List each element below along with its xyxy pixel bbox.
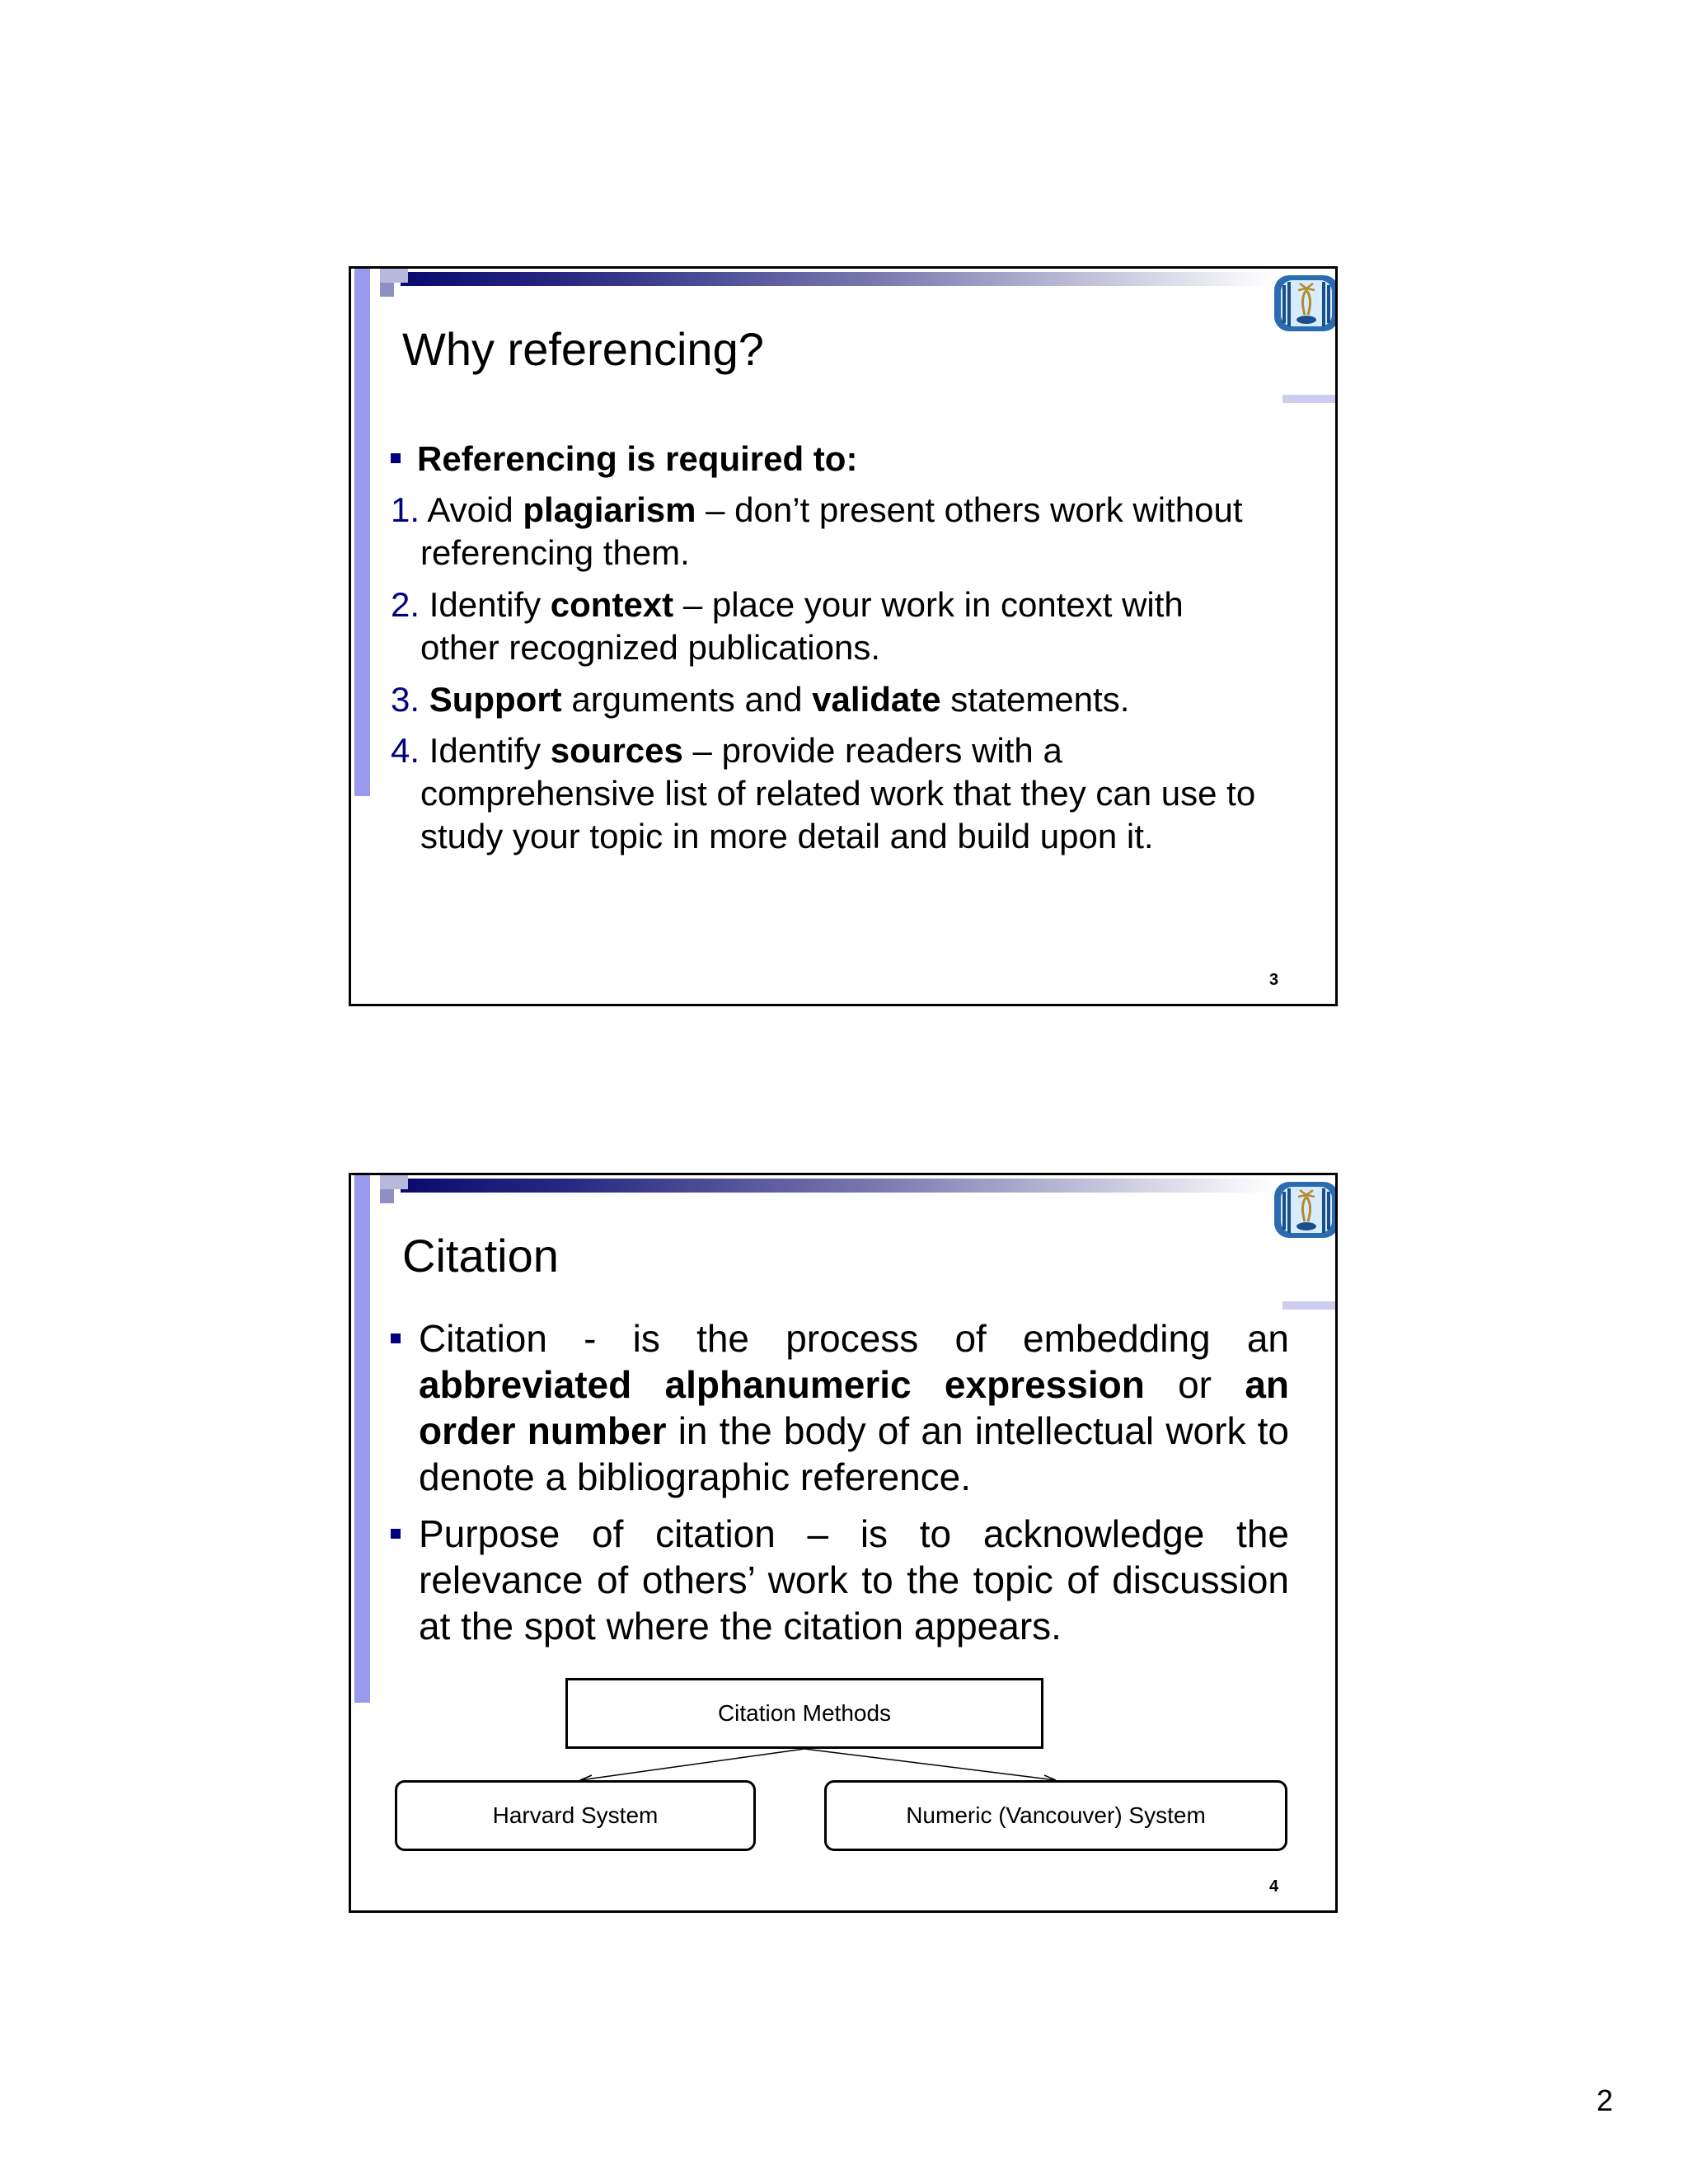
slide-top-gradient-bar [401,272,1274,286]
slide-sidebar-decoration [354,1175,370,1703]
list-item: 4. Identify sources – provide readers with a comprehensive list of related work that they can use to study your topic in more detail and build upon it. [391,731,1256,855]
square-bullet-icon [391,453,401,463]
university-logo-icon [1273,1177,1338,1241]
slide-sidebar-decoration [354,269,370,796]
slide-top-gradient-bar [401,1179,1274,1193]
diagram-root-box [565,1678,1043,1749]
corner-square-decoration [380,1175,408,1189]
lead-bullet [391,438,857,480]
bullet-paragraph: Purpose of citation – is to acknowledge the relevance of others’ work to the topic of discussion at the spot where the citation appears. [391,1511,1289,1649]
bullet-paragraph: Citation - is the process of embedding an abbreviated alphanumeric expression or an order number in the body of an intellectual work to denote a bibliographic reference. [391,1315,1289,1500]
corner-square-decoration [380,283,394,297]
slide-4 [349,1173,1338,1913]
corner-square-decoration [380,269,408,283]
slide-right-dash-decoration [1282,395,1338,403]
lead-text: Referencing is required to: [417,439,858,478]
slide-title: Why referencing? [402,323,764,375]
list-item: 1. Avoid plagiarism – don’t present others work without referencing them. [391,490,1243,572]
diagram-right-box [824,1780,1287,1851]
corner-square-decoration [380,1189,394,1203]
slide-3 [349,266,1338,1006]
slide-page-number: 3 [1269,971,1279,989]
list-item: 2. Identify context – place your work in context with other recognized publications. [391,585,1184,667]
slide-page-number: 4 [1269,1877,1279,1896]
diagram-left-label: Harvard System [492,1802,659,1828]
document-page-number: 2 [1597,2083,1614,2117]
slide-title: Citation [402,1230,559,1282]
diagram-left-box [395,1780,756,1851]
university-logo-icon [1273,270,1338,335]
square-bullet-icon [391,1333,401,1343]
square-bullet-icon [391,1529,401,1539]
diagram-right-label: Numeric (Vancouver) System [906,1802,1206,1828]
slide-right-dash-decoration [1282,1301,1338,1310]
diagram-root-label: Citation Methods [717,1700,892,1726]
list-item: 3. Support arguments and validate statements. [391,680,1130,719]
